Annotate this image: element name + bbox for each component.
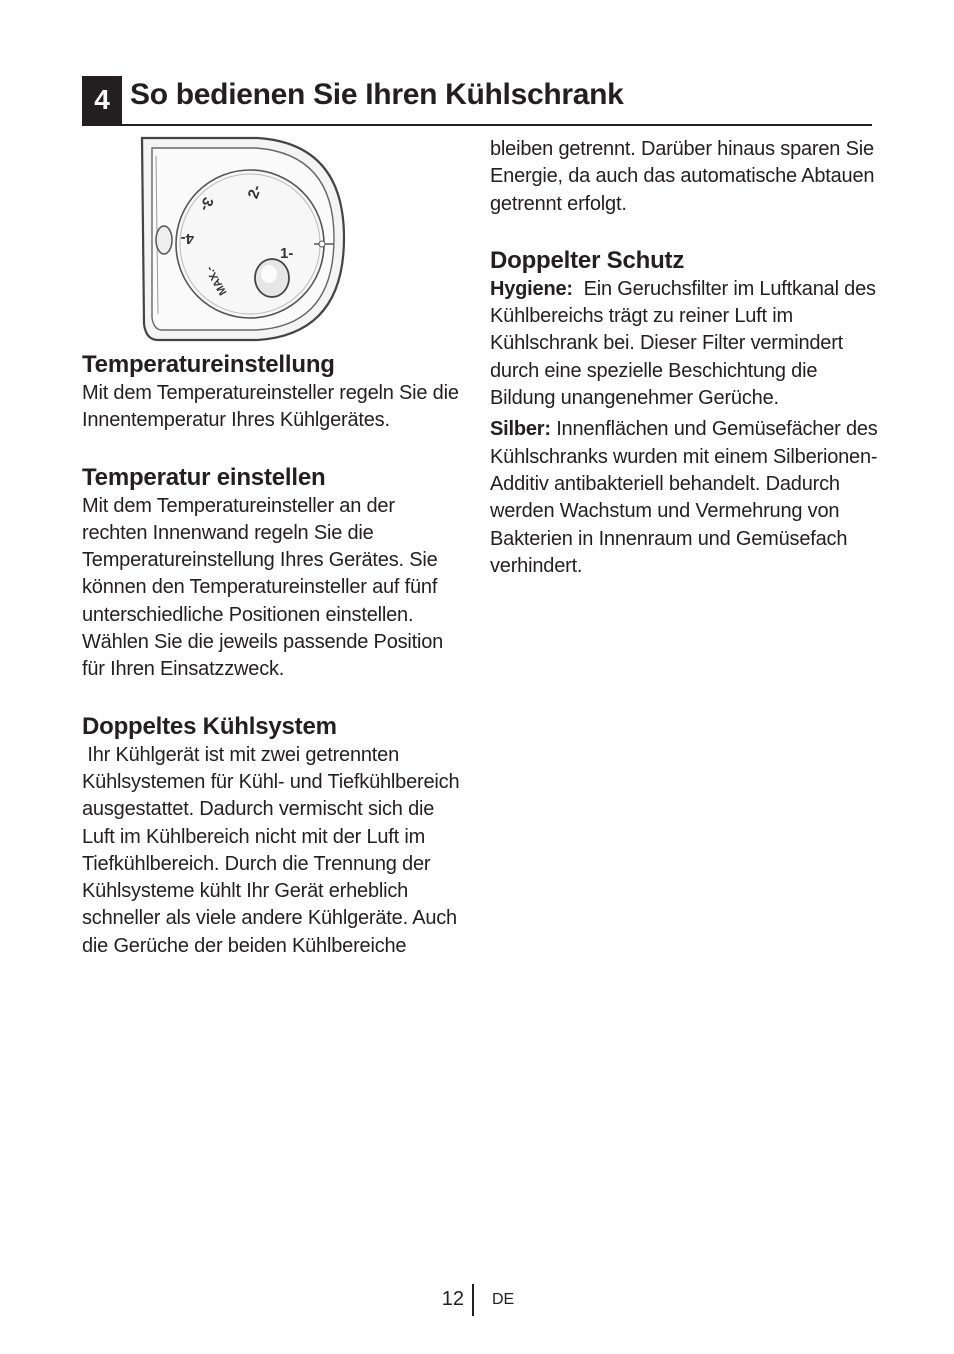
section-temperatur-einstellen: [82, 463, 460, 684]
svg-text:MAX.-: MAX.-: [203, 264, 230, 298]
section-heading: Doppeltes Kühlsystem: [82, 712, 337, 740]
page-footer: [0, 1284, 954, 1316]
hygiene-lead: Hygiene:: [490, 277, 573, 300]
section-heading: Temperatur einstellen: [82, 463, 326, 491]
footer-divider: [472, 1284, 474, 1316]
section-body: Ihr Kühlgerät ist mit zwei getrennten Kühlsystemen für Kühl- und Tiefkühlbereich ausgestattet. Dadurch vermischt sich die Luft im Kühlbereich nicht mit der Luft im Tiefkühlbereich. Durch die Trennung der Kühlsysteme kühlt Ihr Gerät erheblich schneller als viele andere Kühlgeräte. Auch die Gerüche der beiden Kühlbereiche: [82, 743, 465, 957]
right-column: [490, 136, 882, 608]
svg-text:4-: 4-: [180, 230, 194, 247]
chapter-header: [82, 76, 872, 126]
thermostat-dial-illustration: [138, 134, 348, 344]
section-body: bleiben getrennt. Darüber hinaus sparen Sie Energie, da auch das automatische Abtauen getrennt erfolgt.: [490, 138, 875, 215]
section-doppelter-schutz: [490, 246, 882, 580]
silber-lead: Silber:: [490, 418, 551, 441]
hygiene-paragraph: [490, 276, 882, 412]
chapter-title: So bedienen Sie Ihren Kühlschrank: [130, 78, 624, 111]
section-heading: Temperatureinstellung: [82, 351, 335, 378]
hygiene-body: Ein Geruchsfilter im Luftkanal des Kühlbereichs trägt zu reiner Luft im Kühlschrank bei. Dieser Filter vermindert durch eine spezielle Beschichtung die Bildung unangenehmer Gerüche.: [490, 277, 882, 410]
chapter-number: 4: [82, 76, 122, 124]
section-heading: Doppelter Schutz: [490, 246, 685, 274]
section-doppeltes-kuehlsystem: [82, 712, 465, 960]
page-number: 12: [441, 1288, 464, 1310]
language-code: DE: [492, 1291, 515, 1308]
left-column: [82, 350, 465, 988]
svg-text:1-: 1-: [280, 245, 294, 262]
svg-text:2-: 2-: [244, 182, 266, 201]
section-temperatureinstellung: [82, 350, 460, 435]
silber-body: Innenflächen und Gemüsefächer des Kühlschranks wurden mit einem Silberionen-Additiv antibakteriell behandelt. Dadurch werden Wachstum und Vermehrung von Bakterien in Innenraum und Gemüsefach verhindert.: [490, 418, 883, 577]
continued-text: [490, 136, 882, 218]
silber-paragraph: [490, 416, 882, 580]
svg-text:3-: 3-: [196, 194, 217, 214]
section-body: Mit dem Temperatureinsteller an der rechten Innenwand regeln Sie die Temperatureinstellung Ihres Gerätes. Sie können den Temperatureinsteller auf fünf unterschiedliche Positionen einstellen. Wählen Sie die jeweils passende Position für Ihren Einsatzzweck.: [82, 494, 444, 681]
thermostat-dial-drawing: [138, 134, 348, 344]
section-body: Mit dem Temperatureinsteller regeln Sie die Innentemperatur Ihres Kühlgerätes.: [82, 382, 459, 432]
